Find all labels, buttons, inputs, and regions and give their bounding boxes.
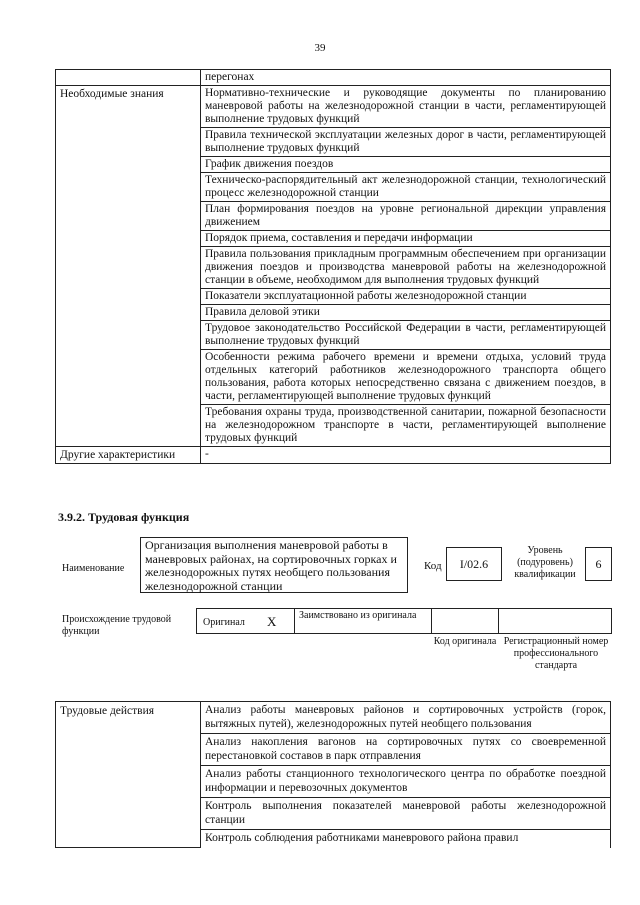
list-item: Особенности режима рабочего времени и времени отдыха, условий труда отдельных категорий работников железнодорожного транспорта общего пользования, работа которых непосредственно связана с движением поездов, в части, регламентирующей выполнение трудовых функций bbox=[201, 350, 611, 405]
actions-label: Трудовые действия bbox=[56, 702, 201, 848]
borrowed-cell: Заимствовано из оригинала bbox=[294, 608, 432, 634]
list-item: Анализ работы маневровых районов и сортировочных устройств (горок, вытяжных путей), железнодорожных путей необщего пользования bbox=[201, 702, 611, 734]
caption-origin-code: Код оригинала bbox=[433, 636, 497, 647]
list-item: Трудовое законодательство Российской Федерации в части, регламентирующей выполнение трудовых функций bbox=[201, 321, 611, 350]
list-item: Анализ работы станционного технологического центра по обработке поездной информации и перевозочных документов bbox=[201, 766, 611, 798]
list-item: Требования охраны труда, производственной санитарии, пожарной безопасности на железнодорожном транспорте в части, регламентирующей выполнение трудовых функций bbox=[201, 405, 611, 447]
function-name-box: Организация выполнения маневровой работы в маневровых районах, на сортировочных горках и железнодорожных путях необщего пользования железнодорожной станции bbox=[140, 537, 408, 593]
section-title: 3.9.2. Трудовая функция bbox=[58, 510, 190, 524]
original-mark: X bbox=[267, 614, 277, 629]
list-item: Правила технической эксплуатации железных дорог в части, регламентирующей выполнение трудовых функций bbox=[201, 128, 611, 157]
other-characteristics-value: - bbox=[201, 447, 611, 464]
code-value-box: I/02.6 bbox=[446, 547, 502, 581]
origin-label: Происхождение трудовой функции bbox=[62, 614, 172, 637]
original-label: Оригинал bbox=[203, 617, 245, 628]
list-item: Техническо-распорядительный акт железнодорожной станции, технологический процесс железнодорожной станции bbox=[201, 173, 611, 202]
list-item: Правила деловой этики bbox=[201, 305, 611, 321]
list-item: Нормативно-технические и руководящие документы по планированию маневровой работы на железнодорожной станции в части, регламентирующей выполнение трудовых функций bbox=[201, 86, 611, 128]
knowledge-table bbox=[55, 69, 611, 464]
table-row bbox=[56, 70, 611, 86]
level-label: Уровень (подуровень) квалификации bbox=[514, 545, 576, 580]
actions-table bbox=[55, 701, 611, 848]
code-label: Код bbox=[424, 560, 442, 572]
list-item: Анализ накопления вагонов на сортировочных путях со своевременной перестановкой составов в парк отправления bbox=[201, 734, 611, 766]
page-number: 39 bbox=[314, 42, 326, 54]
knowledge-label: Необходимые знания bbox=[56, 86, 201, 447]
list-item: перегонах bbox=[201, 70, 611, 86]
level-value-box: 6 bbox=[585, 547, 612, 581]
registration-number-cell bbox=[498, 608, 612, 634]
caption-registration-number: Регистрационный номер профессионального стандарта bbox=[503, 636, 609, 671]
original-cell bbox=[196, 608, 295, 634]
list-item: Правила пользования прикладным программным обеспечением при организации движения поездов и производства маневровой работы на железнодорожной станции в объеме, необходимом для выполнения трудовых функций bbox=[201, 247, 611, 289]
list-item: Порядок приема, составления и передачи информации bbox=[201, 231, 611, 247]
origin-code-cell bbox=[431, 608, 499, 634]
list-item: Контроль выполнения показателей маневровой работы железнодорожной станции bbox=[201, 798, 611, 830]
table-row bbox=[56, 447, 611, 464]
list-item: Показатели эксплуатационной работы железнодорожной станции bbox=[201, 289, 611, 305]
name-label: Наименование bbox=[62, 563, 125, 574]
list-item: График движения поездов bbox=[201, 157, 611, 173]
table-row bbox=[56, 86, 611, 128]
list-item: Контроль соблюдения работниками маневрового района правил bbox=[201, 830, 611, 848]
list-item: План формирования поездов на уровне региональной дирекции управления движением bbox=[201, 202, 611, 231]
table-row bbox=[56, 702, 611, 734]
empty-label-cell bbox=[56, 70, 201, 86]
other-characteristics-label: Другие характеристики bbox=[56, 447, 201, 464]
